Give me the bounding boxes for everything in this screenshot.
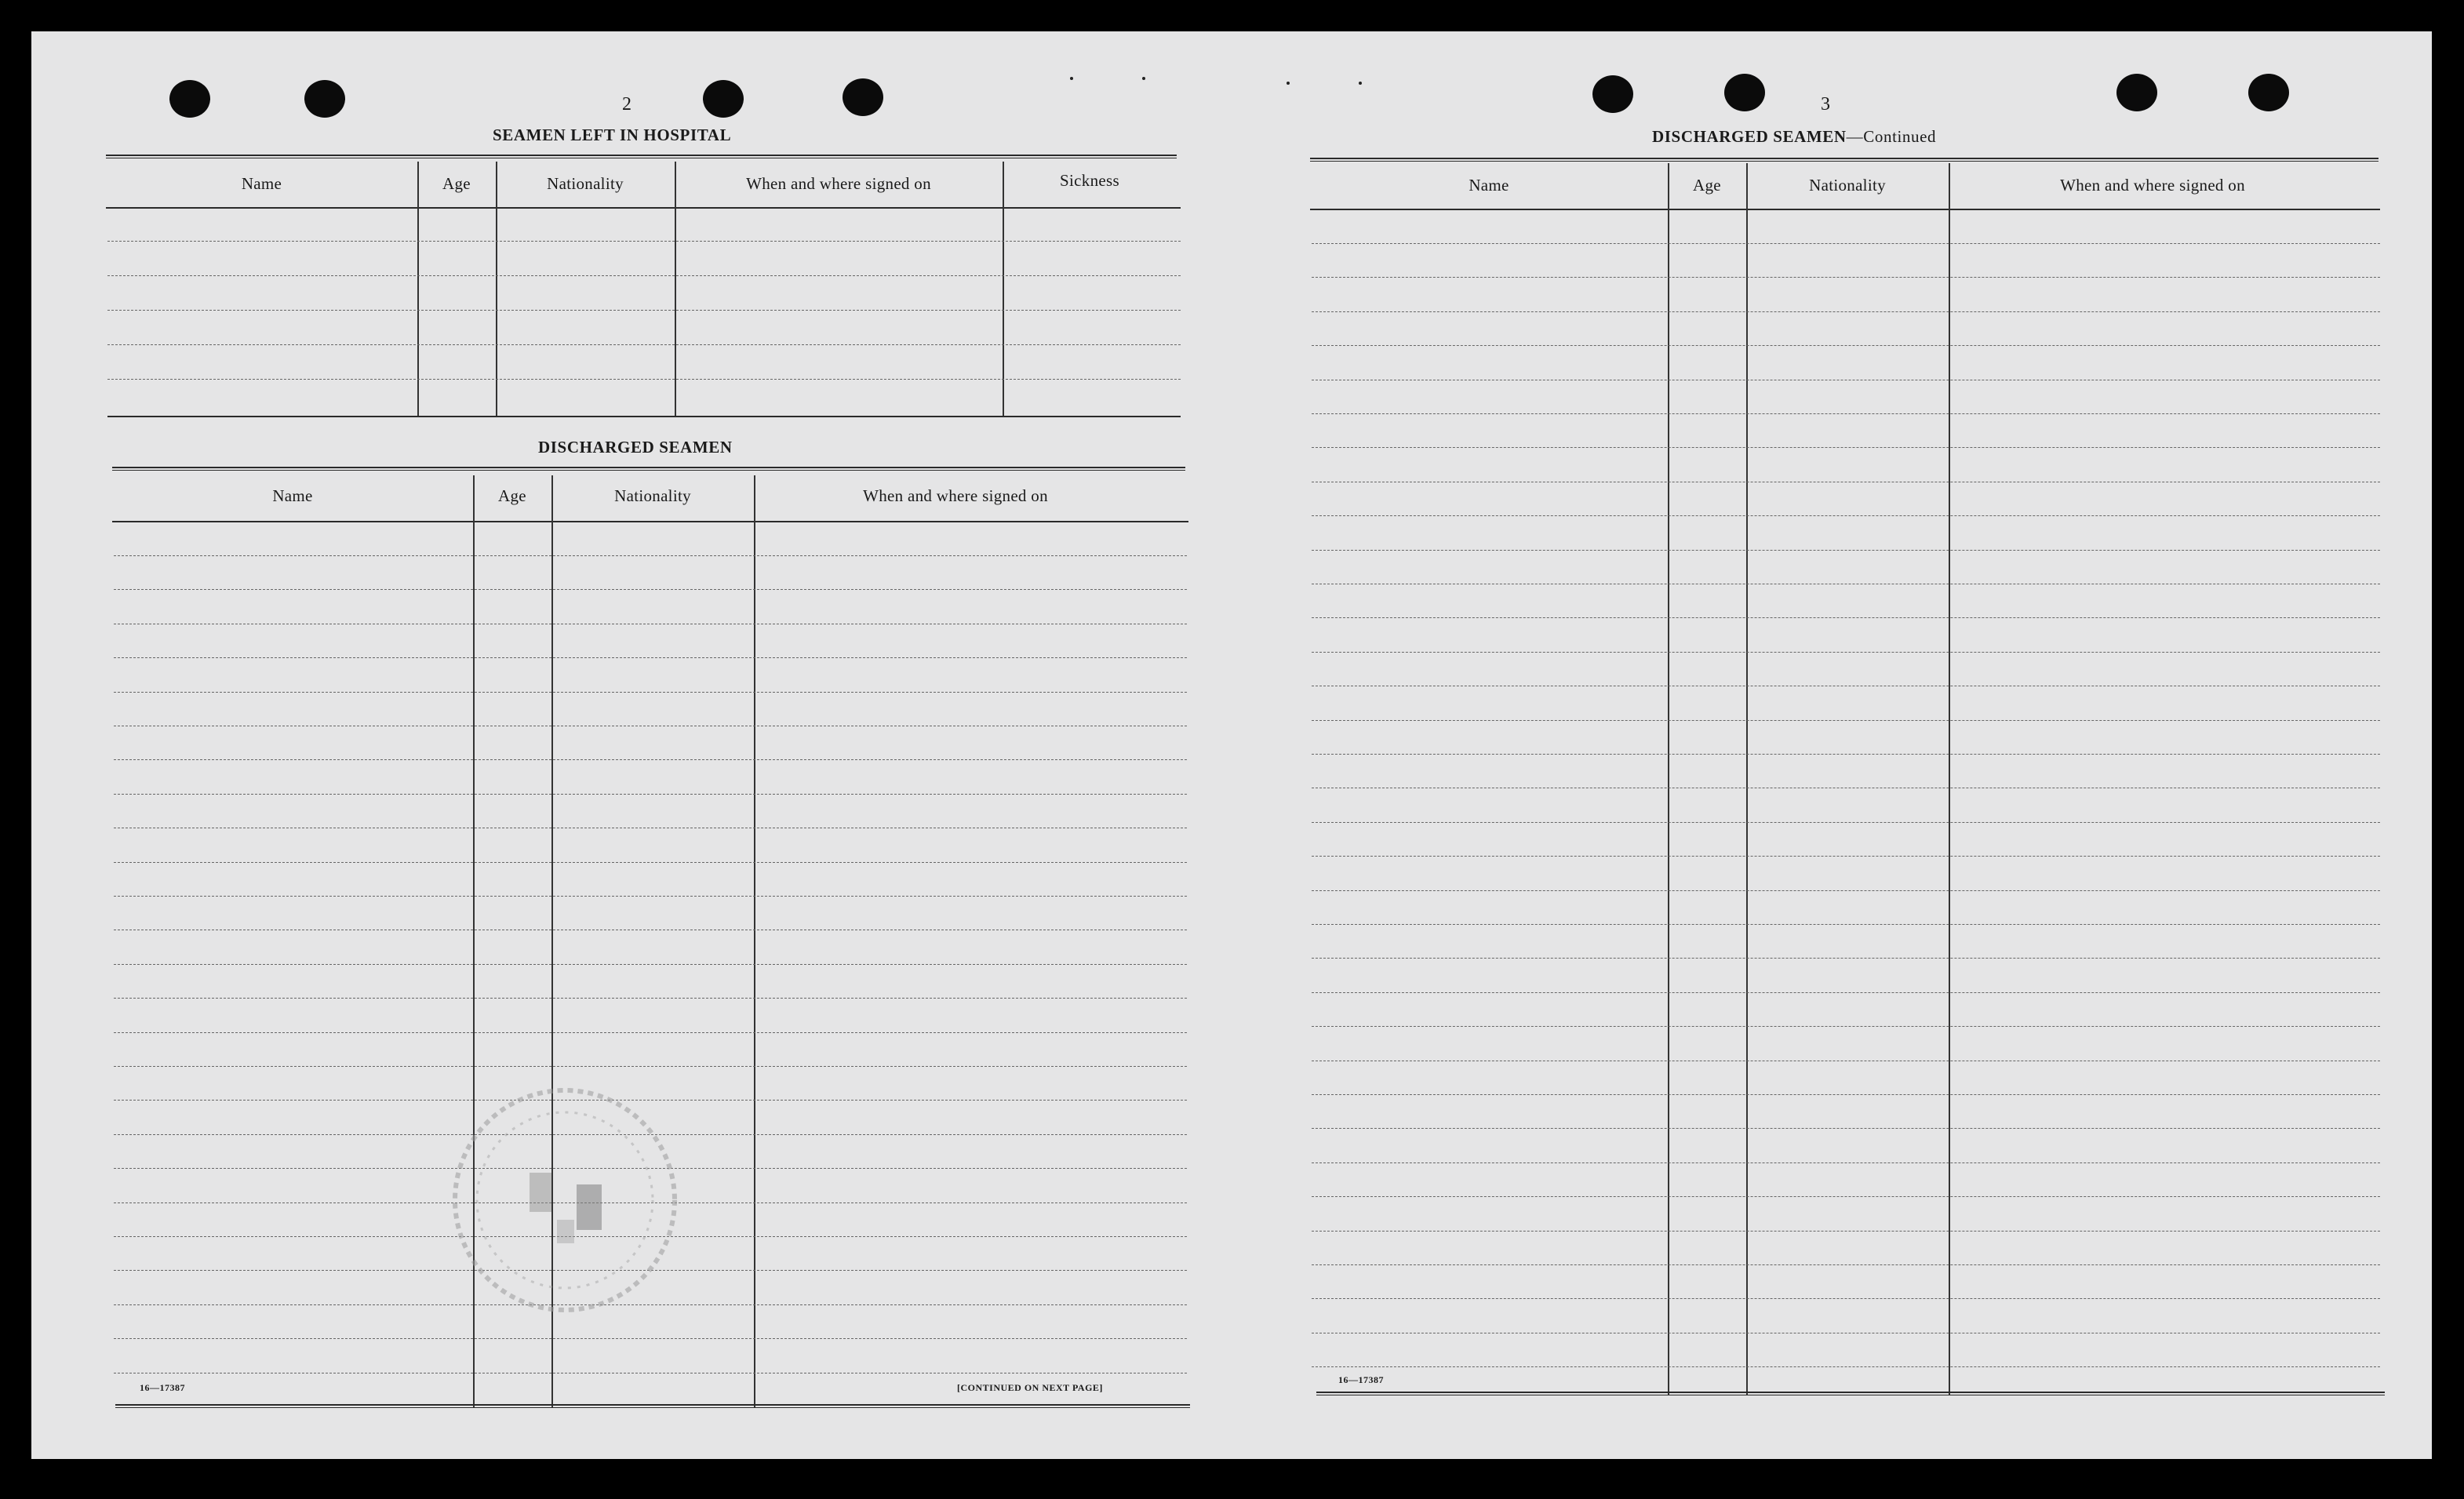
form-row-line [1312,447,2380,448]
right-col-name: Name [1469,176,1509,195]
discharged-table-bottom-rule [115,1404,1190,1408]
form-row-line [1312,1094,2380,1095]
right-header-rule [1310,209,2380,210]
discharged-table-top-rule [112,467,1185,471]
form-row-line [1312,1026,2380,1027]
discharged-divider [754,475,755,1407]
form-row-line [1312,1196,2380,1197]
form-row-line [1312,822,2380,823]
form-row-line [1312,413,2380,414]
faded-ink-stamp [447,1082,682,1318]
punch-hole [2116,74,2157,111]
hospital-col-nationality: Nationality [547,174,624,193]
punch-hole [304,80,345,118]
form-row-line [1312,720,2380,721]
right-section-title-main: DISCHARGED SEAMEN [1652,127,1847,146]
form-row-line [107,379,1181,380]
form-row-line [107,275,1181,276]
form-row-line [114,657,1187,658]
right-divider [1949,163,1950,1395]
right-page-number: 3 [1821,94,1830,115]
form-row-line [1312,1128,2380,1129]
left-form-number: 16—17387 [140,1382,185,1393]
punch-hole [703,80,744,118]
form-row-line [1312,1162,2380,1163]
form-row-line [1312,1366,2380,1367]
punch-hole [2248,74,2289,111]
right-col-signed-on: When and where signed on [2060,176,2245,195]
discharged-section-title: DISCHARGED SEAMEN [538,438,733,457]
continued-note: [CONTINUED ON NEXT PAGE] [957,1382,1103,1393]
speck [1287,82,1290,85]
form-row-line [1312,311,2380,312]
form-row-line [114,589,1187,590]
punch-hole [1592,75,1633,113]
discharged-col-nationality: Nationality [614,486,691,505]
form-row-line [1312,856,2380,857]
form-row-line [1312,1264,2380,1265]
hospital-header-rule [106,207,1181,209]
form-row-line [114,896,1187,897]
form-row-line [114,1032,1187,1033]
form-row-line [1312,652,2380,653]
form-row-line [107,310,1181,311]
right-form-number: 16—17387 [1338,1374,1384,1385]
hospital-col-sickness: Sickness [1060,171,1119,190]
form-row-line [1312,515,2380,516]
hospital-col-signed-on: When and where signed on [746,174,931,193]
form-row-line [114,1066,1187,1067]
punch-hole [169,80,210,118]
form-row-line [114,1338,1187,1339]
form-row-line [1312,345,2380,346]
hospital-col-age: Age [442,174,471,193]
form-row-line [1312,277,2380,278]
right-col-nationality: Nationality [1809,176,1886,195]
left-page-number: 2 [622,94,631,115]
form-row-line [1312,1298,2380,1299]
right-table-top-rule [1310,158,2378,162]
hospital-col-name: Name [241,174,282,193]
form-row-line [1312,992,2380,993]
form-row-line [114,759,1187,760]
discharged-col-signed-on: When and where signed on [863,486,1048,505]
form-row-line [1312,754,2380,755]
form-row-line [1312,924,2380,925]
right-section-title [1652,127,1936,147]
form-row-line [107,344,1181,345]
right-divider [1668,163,1669,1395]
speck [1070,77,1073,80]
right-section-title-continued: —Continued [1846,127,1937,146]
punch-hole [843,78,883,116]
form-row-line [114,964,1187,965]
form-row-line [1312,958,2380,959]
form-row-line [114,555,1187,556]
form-row-line [107,241,1181,242]
document-sheet [31,31,2432,1459]
speck [1142,77,1145,80]
form-row-line [114,692,1187,693]
form-row-line [114,794,1187,795]
right-divider [1746,163,1748,1395]
form-row-line [1312,1231,2380,1232]
form-row-line [1312,617,2380,618]
discharged-col-age: Age [498,486,526,505]
form-row-line [1312,550,2380,551]
discharged-header-rule [112,521,1188,522]
punch-hole [1724,74,1765,111]
hospital-section-title: SEAMEN LEFT IN HOSPITAL [493,126,732,144]
form-row-line [1312,890,2380,891]
speck [1359,82,1362,85]
right-table-bottom-rule [1316,1392,2385,1395]
form-row-line [114,998,1187,999]
discharged-col-name: Name [272,486,313,505]
form-row-line [1312,243,2380,244]
hospital-table-bottom-rule [107,416,1181,417]
form-row-line [114,862,1187,863]
right-col-age: Age [1693,176,1721,195]
hospital-table-top-rule [106,155,1177,158]
